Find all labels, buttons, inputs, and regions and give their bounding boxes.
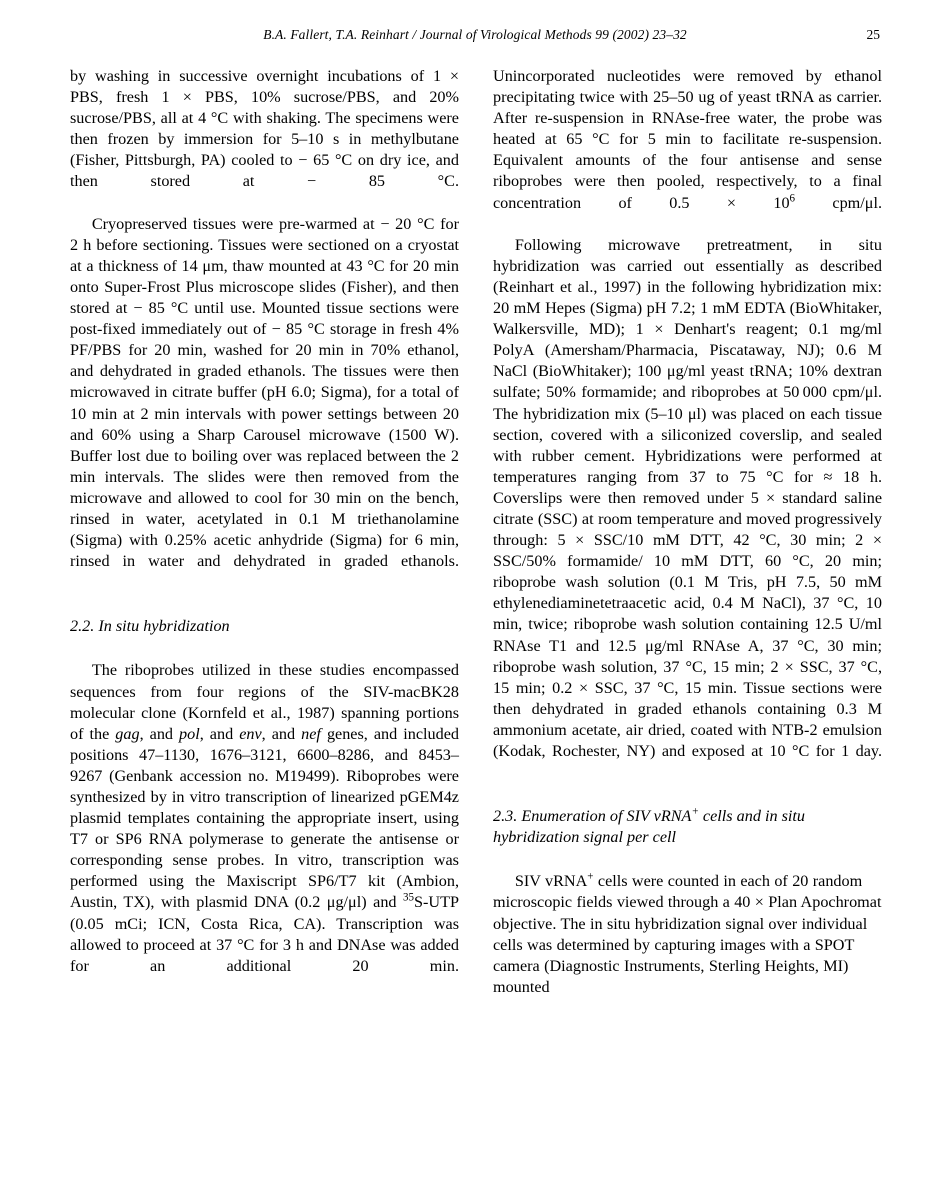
paragraph-cryopreserved: Cryopreserved tissues were pre-warmed at − 20 °C for 2 h before sectioning. Tissues were sectioned on a cryostat at a thickness of 14 μm, thaw mounted at 43 °C for 20 min onto Super-Frost Plus microscope slides (Fisher), and then stored at − 85 °C until use. Mounted tissue sections were post-fixed immediately out of − 85 °C storage in fresh 4% PF/PBS for 20 min, washed for 20 min in 70% ethanol, and dehydrated in graded ethanols. The tissues were then microwaved in citrate buffer (pH 6.0; Sigma), for a total of 10 min at 2 min intervals with power settings between 20 and 60% using a Sharp Carousel microwave (1500 W). Buffer lost due to boiling over was replaced between the 2 min intervals. The slides were then removed from the microwave and allowed to cool for 30 min on the bench, rinsed in water, acetylated in 0.1 M triethanolamine (Sigma) with 0.25% acetic anhydride (Sigma) for 6 min, rinsed in water and dehydrated in graded ethanols. bbox=[70, 214, 459, 571]
gene-sep-2: , and bbox=[199, 724, 240, 743]
spacer-before-heading-23 bbox=[493, 783, 882, 806]
superscript-sulfur-35: 35 bbox=[403, 892, 415, 905]
body-columns bbox=[70, 66, 882, 1091]
paragraph-unincorporated bbox=[493, 66, 882, 235]
running-head bbox=[70, 27, 880, 47]
riboprobes-text-a: The riboprobes utilized in these studies encompassed sequences from four regions of the SIV-macBK28 molecular clone (Kornfeld et al., 1987) spanning portions of the bbox=[70, 661, 459, 743]
section-heading-2-3-text-b: cells and in situ hybridization signal per cell bbox=[493, 807, 805, 847]
riboprobes-text-b: genes, and included positions 47–1130, 1676–3121, 6600–8286, and 8453–9267 (Genbank accession no. M19499). Riboprobes were synthesized by in vitro transcription of linearized pGEM4z plasmid templates containing the appropriate insert, using T7 or SP6 RNA polymerase to generate the antisense or corresponding sense probes. In vitro, transcription was performed using the Maxiscript SP6/T7 kit (Ambion, Austin, TX), with plasmid DNA (0.2 μg/μl) and bbox=[70, 724, 459, 912]
spacer-before-heading-22 bbox=[70, 593, 459, 616]
spacer-after-heading-23 bbox=[493, 848, 882, 871]
superscript-exponent-6: 6 bbox=[789, 192, 796, 205]
page-number: 25 bbox=[866, 27, 880, 42]
unincorporated-text-b: cpm/μl. bbox=[795, 193, 882, 212]
paragraph-riboprobes bbox=[70, 660, 459, 998]
paragraph-washing: by washing in successive overnight incubations of 1 × PBS, fresh 1 × PBS, 10% sucrose/PBS, and 20% sucrose/PBS, all at 4 °C with shaking. The specimens were then frozen by immersion for 5–10 s in methylbutane (Fisher, Pittsburgh, PA) cooled to − 65 °C on dry ice, and then stored at − 85 °C. bbox=[70, 67, 459, 191]
siv-vrna-text-a: SIV vRNA bbox=[514, 872, 588, 891]
riboprobes-text-c: S-UTP (0.05 mCi; ICN, Costa Rica, CA). Transcription was allowed to proceed at 37 °C for 3 h and DNAse was added for an additional 20 min. bbox=[70, 893, 459, 975]
gene-sep-1: , and bbox=[139, 724, 180, 743]
superscript-plus-heading: + bbox=[691, 805, 699, 818]
section-heading-2-3-text-a: 2.3. Enumeration of SIV vRNA bbox=[493, 807, 692, 826]
section-heading-2-2: 2.2. In situ hybridization bbox=[70, 617, 230, 636]
unincorporated-text-a: Unincorporated nucleotides were removed by ethanol precipitating twice with 25–50 ug of yeast tRNA as carrier. After re-suspension in RNAse-free water, the probe was heated at 65 °C for 5 min to facilitate re-suspension. Equivalent amounts of the four antisense and sense riboprobes were then pooled, respectively, to a final concentration of 0.5 × 10 bbox=[493, 67, 882, 212]
paragraph-following-microwave: Following microwave pretreatment, in situ hybridization was carried out essentially as described (Reinhart et al., 1997) in the following hybridization mix: 20 mM Hepes (Sigma) pH 7.2; 1 mM EDTA (BioWhitaker, Walkersville, MD); 1 × Denhart's reagent; 0.1 mg/ml PolyA (Amersham/Pharmacia, Piscataway, NJ); 0.6 M NaCl (BioWhitaker); 100 μg/ml yeast tRNA; 10% dextran sulfate; 50% formamide; and riboprobes at 50 000 cpm/μl. The hybridization mix (5–10 μl) was placed on each tissue section, covered with a siliconized coverslip, and sealed with rubber cement. Hybridizations were performed at temperatures ranging from 37 to 75 °C for ≈ 18 h. Coverslips were then removed under 5 × standard saline citrate (SSC) at room temperature and moved progressively through: 5 × SSC/10 mM DTT, 42 °C, 30 min; 2 × SSC/50% formamide/ 10 mM DTT, 60 °C, 20 min; riboprobe wash solution (0.1 M Tris, pH 7.5, 50 mM ethylenediaminetetraacetic acid, 0.4 M NaCl), 37 °C, 10 min, twice; riboprobe wash solution containing 12.5 U/ml RNAse T1 and 12.5 μg/ml RNAse A, 37 °C, 30 min; riboprobe wash solution, 37 °C, 15 min; 2 × SSC, 37 °C, 15 min; 0.2 × SSC, 37 °C, 15 min. Tissue sections were then dehydrated in graded ethanols containing 0.3 M ammonium acetate, air dried, coated with NTB-2 emulsion (Kodak, Rochester, NY) and exposed at 10 °C for 1 day. bbox=[493, 235, 882, 760]
gene-name-nef: nef bbox=[301, 724, 321, 743]
running-head-text: B.A. Fallert, T.A. Reinhart / Journal of Virological Methods 99 (2002) 23–32 bbox=[263, 27, 687, 42]
gene-name-gag: gag bbox=[115, 724, 140, 743]
gene-name-pol: pol bbox=[179, 724, 200, 743]
superscript-plus-body: + bbox=[587, 870, 594, 883]
paragraph-siv-vrna-counting bbox=[493, 871, 882, 998]
left-column bbox=[70, 66, 459, 1091]
spacer-after-heading-22 bbox=[70, 637, 459, 660]
gene-name-env: env bbox=[239, 724, 262, 743]
gene-sep-3: , and bbox=[261, 724, 302, 743]
right-column bbox=[493, 66, 882, 1091]
siv-vrna-text-b: cells were counted in each of 20 random microscopic fields viewed through a 40 × Plan Apochromat objective. The in situ hybridization signal over individual cells was determined by capturing images with a SPOT camera (Diagnostic Instruments, Sterling Heights, MI) mounted bbox=[493, 872, 882, 996]
section-heading-2-3 bbox=[493, 806, 882, 848]
